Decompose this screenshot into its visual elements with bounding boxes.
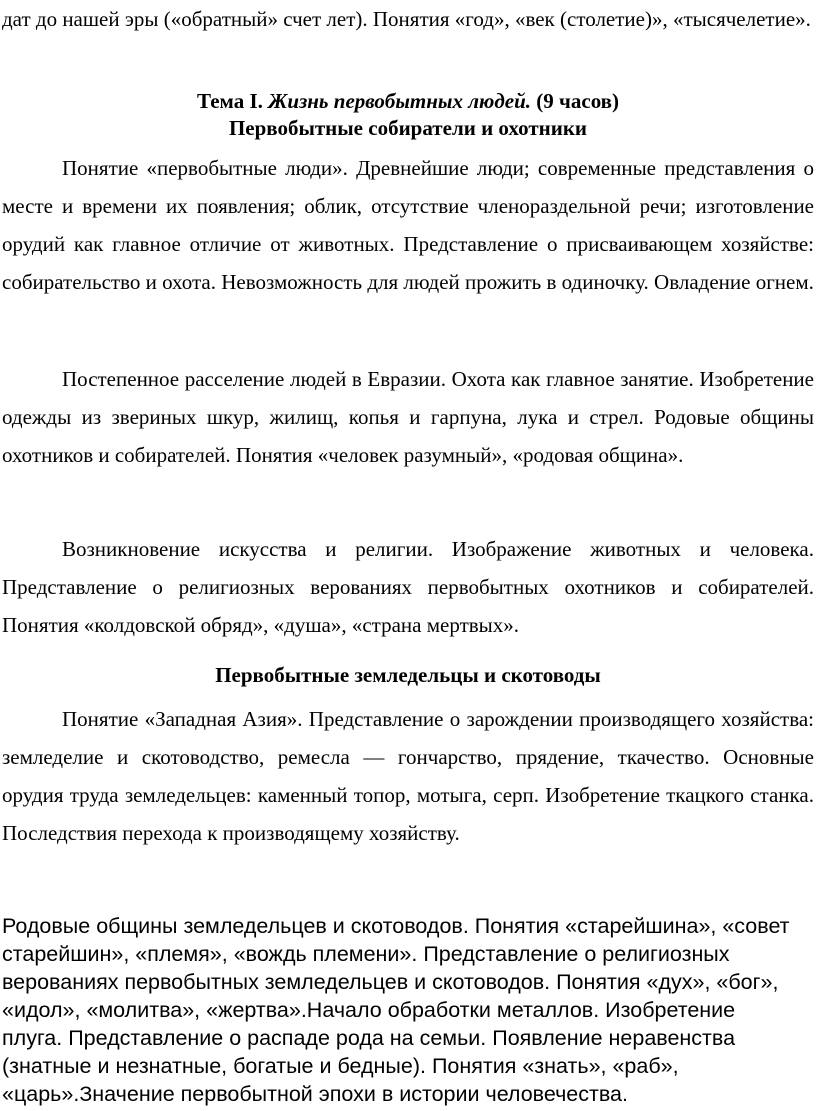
text-line: «царь».Значение первобытной эпохи в истории человечества.	[2, 1082, 628, 1106]
topic-hours: (9 часов)	[536, 89, 619, 113]
text-line: плуга. Представление о распаде рода на семьи. Появление неравенства	[2, 1026, 736, 1050]
text-line: (знатные и незнатные, богатые и бедные). Понятия «знать», «раб»,	[2, 1054, 679, 1078]
topic-title: Жизнь первобытных людей.	[268, 89, 532, 113]
paragraph-tribal-communities	[2, 912, 814, 1108]
paragraph-settlement: Постепенное расселение людей в Евразии. Охота как главное занятие. Изобретение одежды из звериных шкур, жилищ, копья и гарпуна, лука и стрел. Родовые общины охотников и собирателей. Понятия «человек разумный», «родовая община».	[2, 367, 814, 467]
paragraph-primitive-people: Понятие «первобытные люди». Древнейшие люди; современные представления о месте и времени их появления; облик, отсутствие членораздельной речи; изготовление орудий как главное отличие от животных. Представление о присваивающем хозяйстве: собирательство и охота. Невозможность для людей прожить в одиночку. Овладение огнем.	[2, 156, 814, 294]
section-title-farmers: Первобытные земледельцы и скотоводы	[215, 663, 601, 687]
intro-paragraph: дат до нашей эры («обратный» счет лет). Понятия «год», «век (столетие)», «тысячелетие».	[2, 7, 811, 31]
paragraph-art-religion: Возникновение искусства и религии. Изображение животных и человека. Представление о религиозных верованиях первобытных охотников и собирателей. Понятия «колдовской обряд», «душа», «страна мертвых».	[2, 537, 814, 637]
topic-heading	[0, 87, 816, 115]
text-line: Родовые общины земледельцев и скотоводов. Понятия «старейшина», «совет	[2, 914, 790, 938]
text-line: верованиях первобытных земледельцев и скотоводов. Понятия «дух», «бог»,	[2, 970, 779, 994]
paragraph-western-asia: Понятие «Западная Азия». Представление о зарождении производящего хозяйства: земледелие и скотоводство, ремесла — гончарство, прядение, ткачество. Основные орудия труда земледельцев: каменный топор, мотыга, серп. Изобретение ткацкого станка. Последствия перехода к производящему хозяйству.	[2, 707, 814, 845]
text-line: старейшин», «племя», «вождь племени». Представление о религиозных	[2, 942, 730, 966]
text-line: «идол», «молитва», «жертва».Начало обработки металлов. Изобретение	[2, 998, 736, 1022]
topic-prefix: Тема I.	[197, 89, 263, 113]
section-title-gatherers: Первобытные собиратели и охотники	[228, 116, 588, 140]
